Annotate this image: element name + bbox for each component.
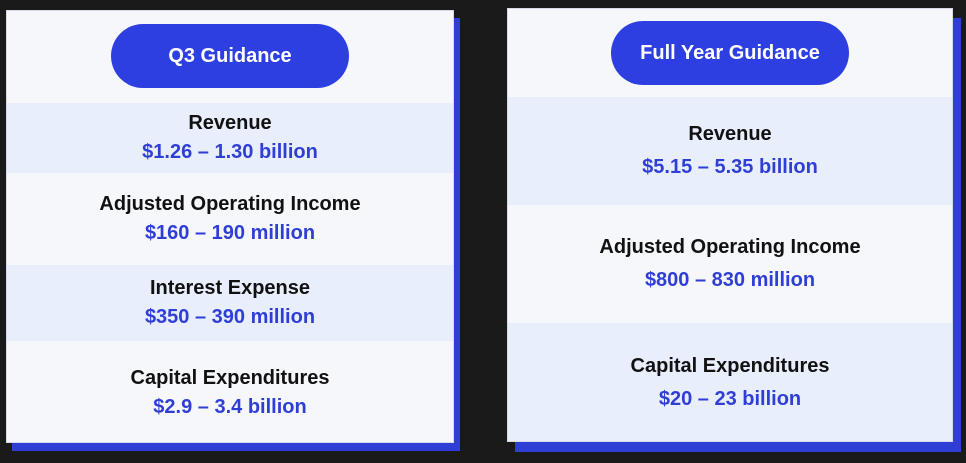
metric-label: Revenue <box>688 123 772 145</box>
q3-guidance-card <box>6 10 454 443</box>
metric-label: Interest Expense <box>149 277 311 299</box>
metric-label: Capital Expenditures <box>130 366 330 389</box>
metric-label: Adjusted Operating Income <box>99 193 361 215</box>
fy-row-revenue <box>508 97 952 205</box>
q3-guidance-title: Q3 Guidance <box>111 24 349 88</box>
metric-label: Capital Expenditures <box>630 355 830 377</box>
metric-label: Revenue <box>188 112 272 134</box>
q3-row-interest-expense <box>7 265 453 341</box>
fy-row-capital-expenditures <box>508 323 952 442</box>
metric-value: $2.9 – 3.4 billion <box>153 395 307 418</box>
q3-row-capital-expenditures <box>7 341 453 443</box>
full-year-guidance-title: Full Year Guidance <box>611 21 849 85</box>
metric-value: $350 – 390 million <box>144 306 316 328</box>
metric-value: $20 – 23 billion <box>658 388 802 410</box>
fy-row-adjusted-operating-income <box>508 205 952 323</box>
metric-label: Adjusted Operating Income <box>599 236 861 258</box>
metric-value: $160 – 190 million <box>144 222 316 244</box>
q3-row-revenue <box>7 103 453 173</box>
full-year-guidance-card <box>507 8 953 442</box>
metric-value: $1.26 – 1.30 billion <box>142 141 318 163</box>
metric-value: $800 – 830 million <box>644 269 816 291</box>
metric-value: $5.15 – 5.35 billion <box>642 156 818 178</box>
q3-row-adjusted-operating-income <box>7 173 453 265</box>
